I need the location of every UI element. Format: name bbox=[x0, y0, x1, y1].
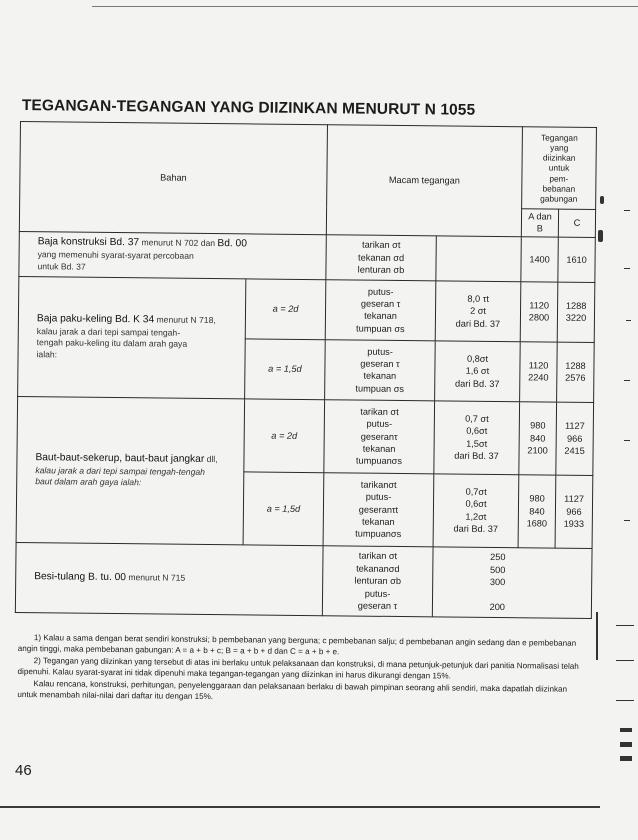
bottom-rule bbox=[0, 806, 600, 808]
page-number: 46 bbox=[15, 762, 32, 779]
stress-types: tarikan σt tekananσd lenturan σb putus- geseran τ bbox=[322, 546, 433, 617]
table-row bbox=[15, 542, 592, 618]
material-cell: Besi-tulang B. tu. 00 menurut N 715 bbox=[15, 542, 323, 615]
value-a-dan-b: 1120 2240 bbox=[520, 342, 558, 402]
value-a-dan-b: 980 840 1680 bbox=[518, 475, 556, 548]
stress-types: putus- geseran τ tekanan tumpuan σs bbox=[325, 280, 436, 341]
value-single: 250 500 300 200 bbox=[432, 547, 592, 619]
table-row bbox=[17, 396, 594, 475]
stress-ratios: 0,7σt 0,6σt 1,2σt dari Bd. 37 bbox=[433, 474, 519, 548]
stress-ratios: 0,8σt 1,6 σt dari Bd. 37 bbox=[435, 341, 521, 402]
header-c: C bbox=[558, 209, 595, 237]
stress-ratios: 8,0 τt 2 σt dari Bd. 37 bbox=[435, 281, 521, 342]
value-a-dan-b: 1400 bbox=[521, 237, 558, 282]
value-c: 1288 3220 bbox=[557, 282, 595, 342]
spacing-condition: a = 1,5d bbox=[245, 339, 326, 400]
spacing-condition: a = 1,5d bbox=[243, 472, 324, 546]
footnote-1: 1) Kalau a sama dengan berat sendiri konstruksi; b pembebanan yang berguna; c pembebanan salju; d pembebanan angin sedang dan e pembebanan angin tinggi, maka pembebanan gabungan: A = a + b + c; B = a + b + d dan C = a + b + e. bbox=[17, 633, 577, 657]
stress-types: tarikanσt putus- geseranτt tekanan tumpuanσs bbox=[323, 473, 434, 547]
material-cell: Baja paku-keling Bd. K 34 menurut N 718, kalau jarak a dari tepi sampai tengah- tengah paku-keling itu dalam arah gaya ialah: bbox=[18, 276, 246, 398]
material-cell: Baja konstruksi Bd. 37 menurut N 702 dan Bd. 00 yang memenuhi syarat-syarat percobaan untuk Bd. 37 bbox=[19, 231, 326, 279]
value-c: 1288 2576 bbox=[557, 342, 595, 402]
value-a-dan-b: 1120 2800 bbox=[520, 282, 558, 342]
stress-types: tarikan σt tekanan σd lenturan σb bbox=[326, 235, 436, 281]
header-macam-tegangan: Macam tegangan bbox=[326, 125, 522, 237]
value-c: 1127 966 2415 bbox=[556, 402, 594, 475]
value-c: 1127 966 1933 bbox=[555, 475, 593, 548]
material-cell: Baut-baut-sekerup, baut-baut jangkar dll, kalau jarak a dari tepi sampai tengah-tengah baut dalam arah gaya ialah: bbox=[16, 396, 245, 544]
page-title: TEGANGAN-TEGANGAN YANG DIIZINKAN MENURUT N 1055 bbox=[21, 97, 476, 119]
page-edge-marks bbox=[594, 0, 638, 840]
footnotes bbox=[17, 632, 584, 707]
footnote-2: 2) Tegangan yang diizinkan yang tersebut di atas ini berlaku untuk pelaksanaan dan konstruksi, di mana petunjuk-petunjuk dari panitia Normalisasi telah dipenuhi. Kalau syarat-syarat ini tidak dipenuhi maka tegangan-tegangan yang diizinkan ini harus dikurangi dengan 15%. bbox=[17, 656, 579, 681]
footnote-3: Kalau rencana, konstruksi, perhitungan, penyelenggaraan dan pelaksanaan berlaku di bawah pimpinan seorang ahli sendiri, maka dapatlah diizinkan untuk menambah nilai-nilai dari daftar itu dengan 15%. bbox=[17, 679, 568, 702]
header-bahan: Bahan bbox=[19, 122, 327, 235]
spacing-condition: a = 2d bbox=[245, 279, 326, 340]
header-a-dan-b: A dan B bbox=[521, 209, 558, 237]
top-rule bbox=[92, 6, 638, 7]
stress-types: putus- geseran τ tekanan tumpuan σs bbox=[325, 340, 436, 401]
allowable-stress-table bbox=[15, 121, 597, 619]
stress-ratios: 0,7 σt 0,6σt 1,5σt dari Bd. 37 bbox=[434, 401, 520, 475]
table-row bbox=[18, 276, 595, 342]
table-row bbox=[19, 231, 595, 282]
value-c: 1610 bbox=[558, 237, 595, 282]
table-header-row bbox=[20, 122, 597, 210]
value-a-dan-b: 980 840 2100 bbox=[519, 402, 557, 475]
header-combined-load: Tegangan yang diizinkan untuk pem- bebanan gabungan bbox=[522, 127, 597, 210]
stress-types: tarikan σt putus- geseranτ tekanan tumpuanσs bbox=[324, 400, 435, 474]
spacing-condition: a = 2d bbox=[244, 399, 325, 473]
value-blank bbox=[436, 236, 521, 282]
